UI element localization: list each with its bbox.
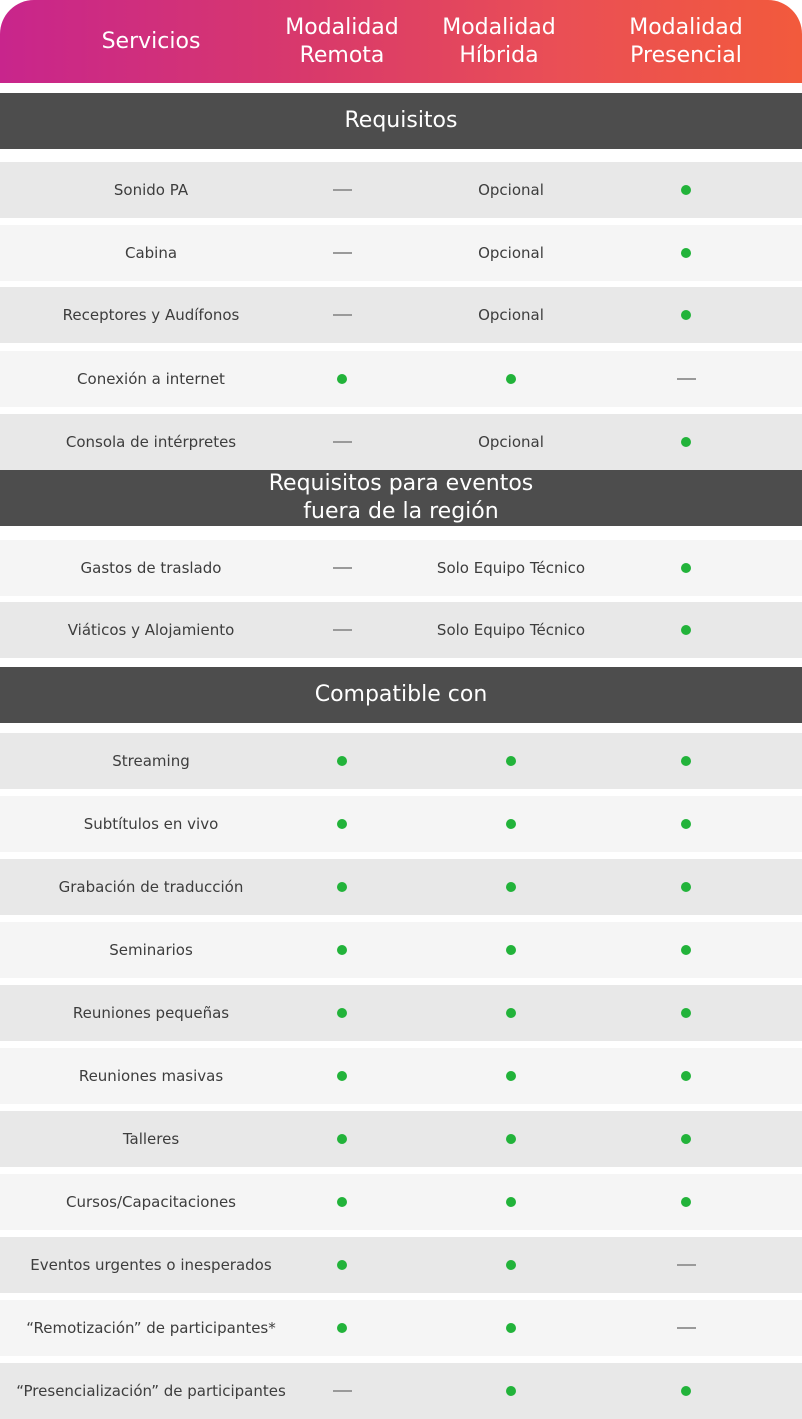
dash-icon bbox=[333, 189, 352, 191]
table-row bbox=[0, 540, 802, 596]
service-name: Seminarios bbox=[109, 941, 193, 959]
cell-remote bbox=[282, 540, 402, 596]
section-header: Requisitos para eventos fuera de la región bbox=[0, 470, 802, 526]
cell-hybrid bbox=[411, 351, 611, 407]
dash-icon bbox=[333, 314, 352, 316]
service-name: Subtítulos en vivo bbox=[83, 815, 219, 833]
cell-presential bbox=[626, 922, 746, 978]
service-name: Viáticos y Alojamiento bbox=[67, 621, 235, 639]
check-dot-icon bbox=[337, 756, 347, 766]
table-row bbox=[0, 1111, 802, 1167]
service-name: Streaming bbox=[112, 752, 190, 770]
cell-presential bbox=[626, 1300, 746, 1356]
service-name: Eventos urgentes o inesperados bbox=[30, 1256, 272, 1274]
table-row bbox=[0, 602, 802, 658]
cell-hybrid bbox=[411, 796, 611, 852]
cell-hybrid bbox=[411, 1363, 611, 1419]
cell-remote bbox=[282, 1174, 402, 1230]
service-name: Gastos de traslado bbox=[80, 559, 222, 577]
cell-presential bbox=[626, 540, 746, 596]
cell-hybrid bbox=[411, 859, 611, 915]
check-dot-icon bbox=[681, 756, 691, 766]
cell-hybrid bbox=[411, 922, 611, 978]
dash-icon bbox=[333, 567, 352, 569]
cell-presential bbox=[626, 225, 746, 281]
service-name: Reuniones masivas bbox=[78, 1067, 224, 1085]
check-dot-icon bbox=[506, 1260, 516, 1270]
cell-presential bbox=[626, 1111, 746, 1167]
table-row bbox=[0, 1174, 802, 1230]
table-row bbox=[0, 859, 802, 915]
service-name: Receptores y Audífonos bbox=[62, 306, 240, 324]
cell-remote bbox=[282, 922, 402, 978]
check-dot-icon bbox=[681, 1008, 691, 1018]
cell-remote bbox=[282, 1048, 402, 1104]
cell-hybrid bbox=[411, 162, 611, 218]
table-row bbox=[0, 796, 802, 852]
check-dot-icon bbox=[681, 437, 691, 447]
service-name: Sonido PA bbox=[113, 181, 189, 199]
cell-hybrid bbox=[411, 1111, 611, 1167]
header-presential: Modalidad Presencial bbox=[629, 14, 743, 68]
cell-presential bbox=[626, 796, 746, 852]
dash-icon bbox=[333, 252, 352, 254]
cell-remote bbox=[282, 602, 402, 658]
cell-text: Solo Equipo Técnico bbox=[436, 621, 586, 639]
check-dot-icon bbox=[337, 1071, 347, 1081]
cell-hybrid bbox=[411, 1300, 611, 1356]
check-dot-icon bbox=[681, 625, 691, 635]
check-dot-icon bbox=[681, 185, 691, 195]
cell-hybrid bbox=[411, 1174, 611, 1230]
header-services: Servicios bbox=[101, 28, 201, 54]
check-dot-icon bbox=[506, 819, 516, 829]
check-dot-icon bbox=[681, 1197, 691, 1207]
check-dot-icon bbox=[506, 945, 516, 955]
cell-remote bbox=[282, 733, 402, 789]
table-row bbox=[0, 1363, 802, 1419]
check-dot-icon bbox=[681, 1134, 691, 1144]
check-dot-icon bbox=[337, 1197, 347, 1207]
service-name: “Presencialización” de participantes bbox=[16, 1382, 286, 1400]
check-dot-icon bbox=[506, 1071, 516, 1081]
cell-presential bbox=[626, 414, 746, 470]
check-dot-icon bbox=[337, 819, 347, 829]
cell-remote bbox=[282, 1363, 402, 1419]
table-row bbox=[0, 1237, 802, 1293]
section-header: Compatible con bbox=[0, 667, 802, 723]
dash-icon bbox=[333, 1390, 352, 1392]
cell-presential bbox=[626, 733, 746, 789]
service-name: Talleres bbox=[122, 1130, 180, 1148]
dash-icon bbox=[677, 378, 696, 380]
check-dot-icon bbox=[506, 1134, 516, 1144]
cell-presential bbox=[626, 351, 746, 407]
cell-remote bbox=[282, 1237, 402, 1293]
cell-hybrid bbox=[411, 414, 611, 470]
cell-presential bbox=[626, 1237, 746, 1293]
cell-remote bbox=[282, 287, 402, 343]
cell-text: Opcional bbox=[478, 244, 544, 262]
service-name: Consola de intérpretes bbox=[65, 433, 237, 451]
table-row bbox=[0, 733, 802, 789]
cell-remote bbox=[282, 985, 402, 1041]
table-row bbox=[0, 351, 802, 407]
header-hybrid: Modalidad Híbrida bbox=[442, 14, 556, 68]
check-dot-icon bbox=[337, 374, 347, 384]
cell-presential bbox=[626, 859, 746, 915]
check-dot-icon bbox=[681, 882, 691, 892]
cell-text: Solo Equipo Técnico bbox=[436, 559, 586, 577]
service-name: Reuniones pequeñas bbox=[72, 1004, 230, 1022]
cell-hybrid bbox=[411, 225, 611, 281]
cell-remote bbox=[282, 162, 402, 218]
check-dot-icon bbox=[337, 1260, 347, 1270]
cell-remote bbox=[282, 859, 402, 915]
cell-text: Opcional bbox=[478, 181, 544, 199]
check-dot-icon bbox=[506, 1323, 516, 1333]
service-name: Grabación de traducción bbox=[58, 878, 244, 896]
cell-remote bbox=[282, 225, 402, 281]
service-name: Cursos/Capacitaciones bbox=[65, 1193, 237, 1211]
check-dot-icon bbox=[681, 248, 691, 258]
cell-hybrid bbox=[411, 733, 611, 789]
check-dot-icon bbox=[337, 882, 347, 892]
check-dot-icon bbox=[506, 756, 516, 766]
cell-hybrid bbox=[411, 287, 611, 343]
check-dot-icon bbox=[681, 310, 691, 320]
cell-hybrid bbox=[411, 1048, 611, 1104]
cell-presential bbox=[626, 602, 746, 658]
cell-presential bbox=[626, 287, 746, 343]
table-row bbox=[0, 414, 802, 470]
section-header: Requisitos bbox=[0, 93, 802, 149]
check-dot-icon bbox=[506, 1008, 516, 1018]
cell-presential bbox=[626, 162, 746, 218]
cell-text: Opcional bbox=[478, 306, 544, 324]
cell-hybrid bbox=[411, 985, 611, 1041]
table-row bbox=[0, 287, 802, 343]
cell-presential bbox=[626, 1048, 746, 1104]
check-dot-icon bbox=[681, 1386, 691, 1396]
check-dot-icon bbox=[337, 1008, 347, 1018]
cell-remote bbox=[282, 414, 402, 470]
dash-icon bbox=[677, 1327, 696, 1329]
cell-presential bbox=[626, 1363, 746, 1419]
check-dot-icon bbox=[681, 1071, 691, 1081]
check-dot-icon bbox=[506, 1197, 516, 1207]
check-dot-icon bbox=[681, 563, 691, 573]
check-dot-icon bbox=[681, 819, 691, 829]
dash-icon bbox=[333, 629, 352, 631]
cell-hybrid bbox=[411, 1237, 611, 1293]
header-remote: Modalidad Remota bbox=[285, 14, 399, 68]
dash-icon bbox=[677, 1264, 696, 1266]
service-name: Conexión a internet bbox=[77, 370, 225, 388]
table-row bbox=[0, 922, 802, 978]
check-dot-icon bbox=[681, 945, 691, 955]
cell-hybrid bbox=[411, 602, 611, 658]
table-header bbox=[0, 0, 802, 83]
cell-hybrid bbox=[411, 540, 611, 596]
table-row bbox=[0, 225, 802, 281]
cell-remote bbox=[282, 1111, 402, 1167]
cell-presential bbox=[626, 1174, 746, 1230]
service-name: “Remotización” de participantes* bbox=[26, 1319, 276, 1337]
check-dot-icon bbox=[506, 882, 516, 892]
table-row bbox=[0, 985, 802, 1041]
cell-remote bbox=[282, 796, 402, 852]
table-row bbox=[0, 1048, 802, 1104]
dash-icon bbox=[333, 441, 352, 443]
check-dot-icon bbox=[337, 1323, 347, 1333]
cell-text: Opcional bbox=[478, 433, 544, 451]
service-name: Cabina bbox=[124, 244, 178, 262]
check-dot-icon bbox=[337, 945, 347, 955]
cell-presential bbox=[626, 985, 746, 1041]
cell-remote bbox=[282, 351, 402, 407]
check-dot-icon bbox=[337, 1134, 347, 1144]
check-dot-icon bbox=[506, 374, 516, 384]
check-dot-icon bbox=[506, 1386, 516, 1396]
table-row bbox=[0, 162, 802, 218]
table-row bbox=[0, 1300, 802, 1356]
cell-remote bbox=[282, 1300, 402, 1356]
